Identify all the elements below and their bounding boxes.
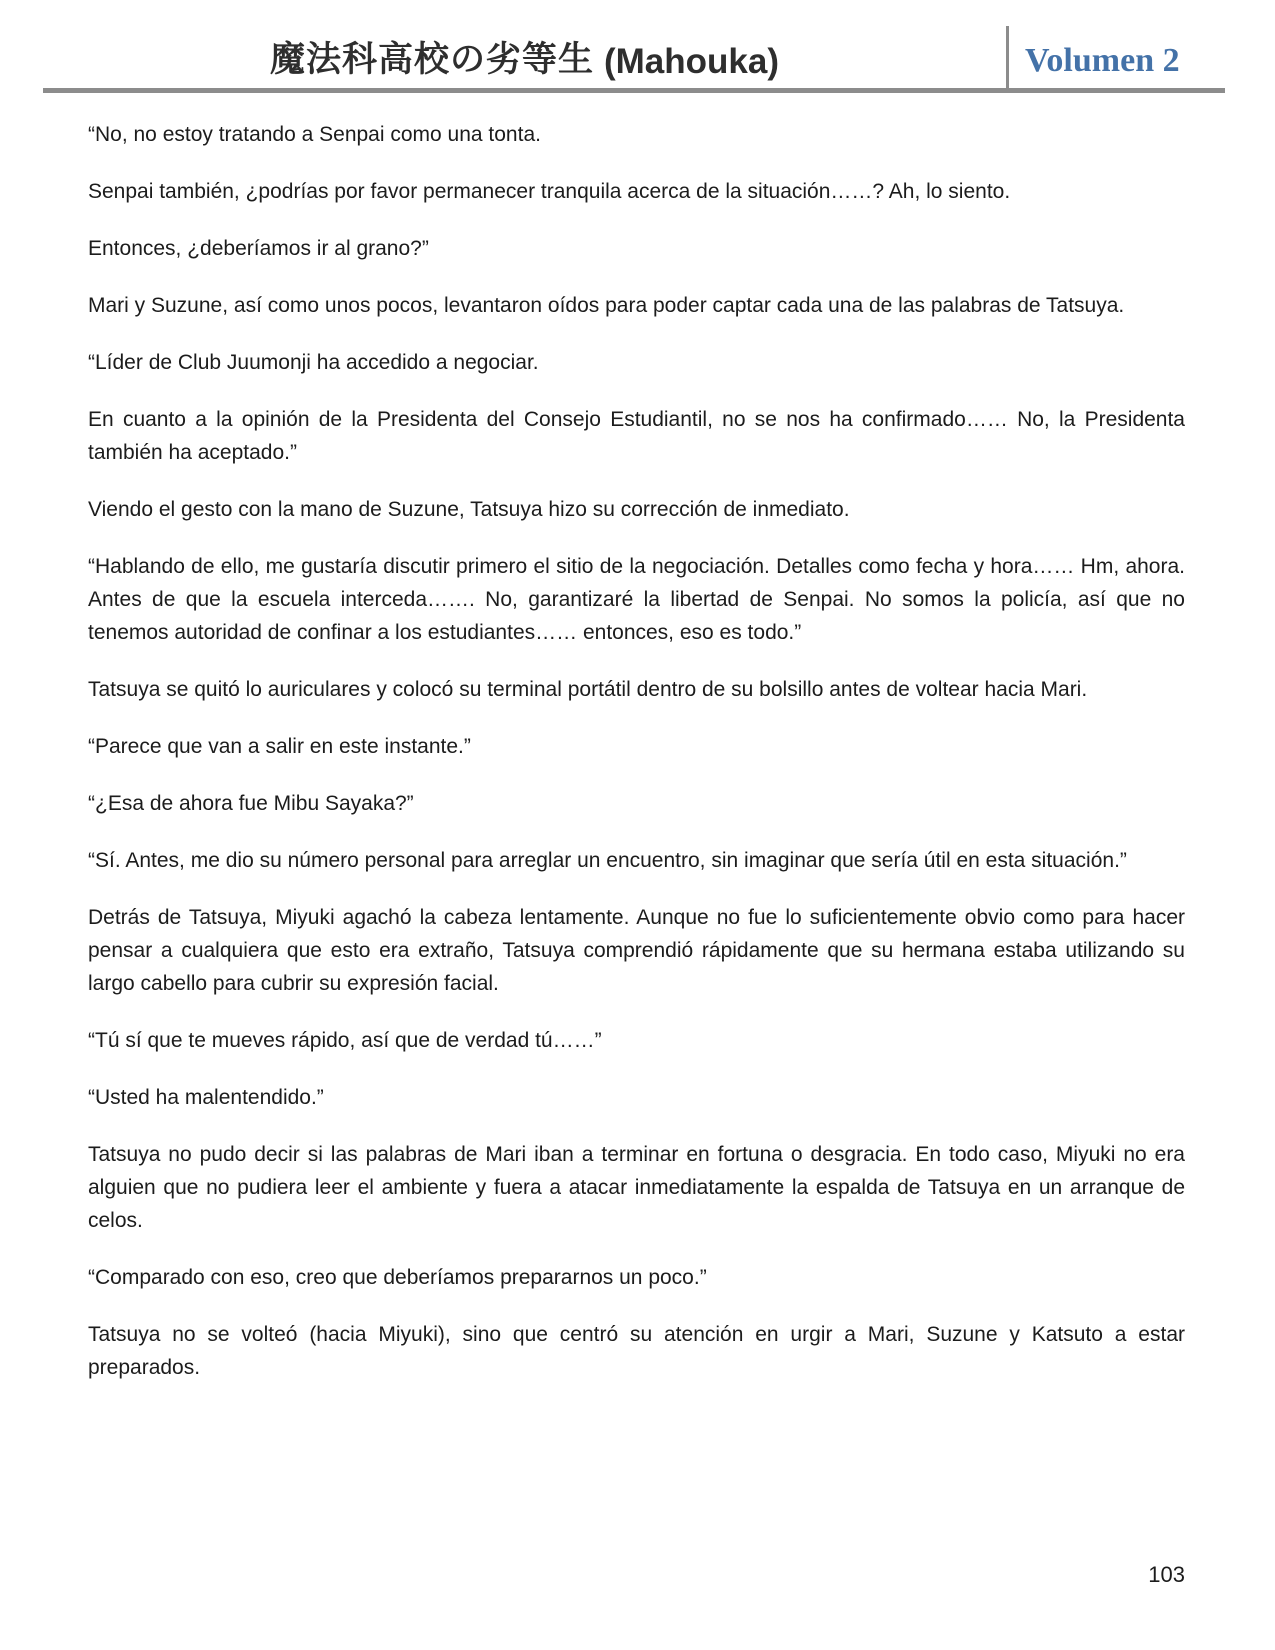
paragraph: Entonces, ¿deberíamos ir al grano?” — [88, 237, 429, 260]
paragraph: “Hablando de ello, me gustaría discutir primero el sitio de la negociación. Detalles como fecha y hora…… Hm, ahora. Antes de que la escuela interceda……. No, garantizaré la libertad de Senpai. No somos la policía, así que no tenemos autoridad de confinar a los estudiantes…… entonces, eso es todo.” — [88, 555, 1185, 644]
paragraph: En cuanto a la opinión de la Presidenta del Consejo Estudiantil, no se nos ha confirmado…… No, la Presidenta también ha aceptado.” — [88, 408, 1185, 464]
paragraph: “Comparado con eso, creo que deberíamos prepararnos un poco.” — [88, 1266, 707, 1289]
paragraph: Tatsuya se quitó lo auriculares y colocó su terminal portátil dentro de su bolsillo antes de voltear hacia Mari. — [88, 678, 1088, 701]
paragraph: “Usted ha malentendido.” — [88, 1086, 324, 1109]
paragraph: “No, no estoy tratando a Senpai como una tonta. — [88, 123, 541, 146]
paragraph: Viendo el gesto con la mano de Suzune, Tatsuya hizo su corrección de inmediato. — [88, 498, 850, 521]
paragraph: Tatsuya no pudo decir si las palabras de Mari iban a terminar en fortuna o desgracia. En todo caso, Miyuki no era alguien que no pudiera leer el ambiente y fuera a atacar inmediatamente la espalda de Tatsuya en un arranque de celos. — [88, 1143, 1185, 1232]
page-body — [88, 118, 1185, 1408]
paragraph: Detrás de Tatsuya, Miyuki agachó la cabeza lentamente. Aunque no fue lo suficientemente obvio como para hacer pensar a cualquiera que esto era extraño, Tatsuya comprendió rápidamente que su hermana estaba utilizando su largo cabello para cubrir su expresión facial. — [88, 906, 1185, 995]
paragraph: Mari y Suzune, así como unos pocos, levantaron oídos para poder captar cada una de las palabras de Tatsuya. — [88, 294, 1125, 317]
volume-label: Volumen 2 — [1025, 42, 1180, 79]
document-title-japanese: 魔法科高校の劣等生 — [269, 40, 594, 79]
page-header — [43, 0, 1225, 93]
paragraph: Tatsuya no se volteó (hacia Miyuki), sino que centró su atención en urgir a Mari, Suzune y Katsuto a estar preparados. — [88, 1323, 1185, 1379]
document-title-latin: (Mahouka) — [604, 42, 779, 81]
paragraph: “Parece que van a salir en este instante.” — [88, 735, 471, 758]
page-number: 103 — [1148, 1562, 1185, 1587]
paragraph: Senpai también, ¿podrías por favor permanecer tranquila acerca de la situación……? Ah, lo siento. — [88, 180, 1011, 203]
paragraph: “¿Esa de ahora fue Mibu Sayaka?” — [88, 792, 414, 815]
paragraph: “Líder de Club Juumonji ha accedido a negociar. — [88, 351, 539, 374]
paragraph: “Sí. Antes, me dio su número personal para arreglar un encuentro, sin imaginar que sería útil en esta situación.” — [88, 849, 1127, 872]
paragraph: “Tú sí que te mueves rápido, así que de verdad tú……” — [88, 1029, 602, 1052]
document-title — [43, 0, 1006, 88]
